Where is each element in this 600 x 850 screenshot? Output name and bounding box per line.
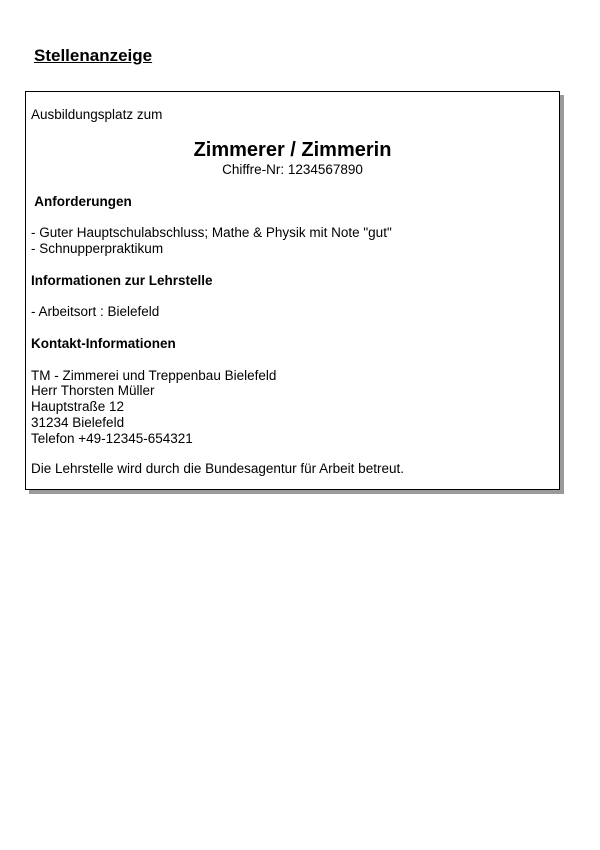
chiffre-number: Chiffre-Nr: 1234567890 [222,162,363,177]
page-title: Stellenanzeige [34,46,153,65]
contact-person: Herr Thorsten Müller [31,383,155,398]
contact-phone: Telefon +49-12345-654321 [31,431,193,446]
contact-street: Hauptstraße 12 [31,399,125,414]
job-title: Zimmerer / Zimmerin [193,139,392,161]
ad-intro: Ausbildungsplatz zum [31,107,163,122]
info-item: - Arbeitsort : Bielefeld [31,304,160,319]
contact-company: TM - Zimmerei und Treppenbau Bielefeld [31,368,277,383]
requirement-item: - Schnupperpraktikum [31,241,164,256]
contact-city: 31234 Bielefeld [31,415,125,430]
info-heading: Informationen zur Lehrstelle [31,273,213,288]
requirements-heading: Anforderungen [31,194,132,209]
ad-footer-note: Die Lehrstelle wird durch die Bundesagentur für Arbeit betreut. [31,461,404,476]
job-ad-box [25,91,560,490]
requirement-item: - Guter Hauptschulabschluss; Mathe & Physik mit Note "gut" [31,225,392,240]
contact-heading: Kontakt-Informationen [31,336,176,351]
